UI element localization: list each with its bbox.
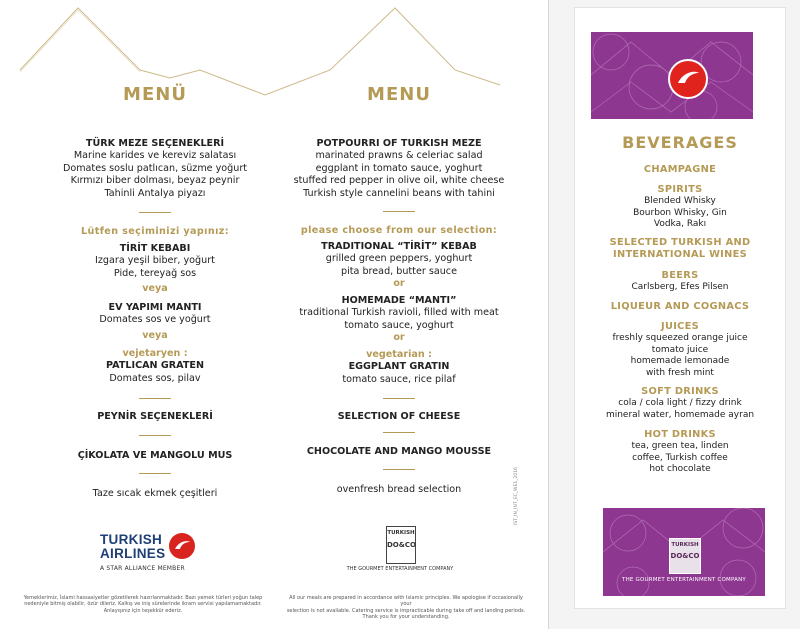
dish-title: PATLICAN GRATEN — [106, 360, 204, 372]
bev-item: cola / cola light / fizzy drink — [618, 398, 742, 409]
bread-title: ovenfresh bread selection — [336, 484, 462, 495]
main-course-1 — [40, 243, 270, 296]
divider — [139, 473, 171, 474]
dish-desc: grilled green peppers, yoghurt — [325, 253, 473, 265]
select-prompt — [280, 225, 518, 236]
section-heading: CHAMPAGNE — [643, 164, 717, 175]
company-tagline: THE GOURMET ENTERTAINMENT COMPANY — [622, 577, 746, 583]
spirits-section — [575, 184, 785, 231]
doco-logo-top: TURKISH — [671, 542, 699, 548]
dessert-title: CHOCOLATE AND MANGO MOUSSE — [306, 446, 492, 457]
section-heading: INTERNATIONAL WINES — [613, 249, 747, 261]
menu-code: IST_IN_INT_EC_WE1_2016 — [514, 467, 519, 525]
cheese-title: SELECTION OF CHEESE — [337, 411, 461, 422]
divider — [383, 469, 415, 470]
veg-label: vejetaryen : — [122, 348, 188, 359]
or-label: veya — [142, 329, 168, 341]
dish-desc: pita bread, butter sauce — [341, 265, 457, 277]
meze-item: Tahinli Antalya piyazı — [104, 187, 206, 199]
main-course-2 — [280, 295, 518, 345]
bev-item: Carlsberg, Efes Pilsen — [631, 282, 729, 293]
juices-section — [575, 321, 785, 379]
main-course-2 — [40, 302, 270, 342]
bev-item: freshly squeezed orange juice — [612, 333, 748, 344]
veg-label: vegetarian : — [366, 349, 432, 360]
bev-item: mineral water, homemade ayran — [605, 409, 755, 420]
footer-line: All our meals are prepared in accordance with Islamic principles. We apologise if occasionally your — [289, 595, 523, 608]
divider — [383, 432, 415, 433]
dish-desc: Domates sos ve yoğurt — [99, 314, 211, 326]
doco-logo-top: TURKISH — [387, 530, 415, 536]
section-heading: HOT DRINKS — [644, 429, 716, 440]
bev-item: homemade lemonade — [630, 356, 730, 367]
dish-desc: Domates sos, pilav — [109, 372, 201, 384]
turkish-footer — [8, 595, 278, 614]
select-prompt-text: please choose from our selection: — [300, 225, 498, 236]
meze-heading: TÜRK MEZE SEÇENEKLERİ — [85, 138, 225, 149]
soft-drinks-section — [575, 386, 785, 421]
main-course-1 — [280, 241, 518, 291]
meze-item: Domates soslu patlıcan, süzme yoğurt — [62, 162, 248, 174]
section-heading: SELECTED TURKISH AND — [609, 237, 751, 248]
english-footer — [286, 595, 526, 621]
main-course-3 — [40, 348, 270, 385]
footer-line: Yemeklerimiz, İslami hassasiyetler gözetilerek hazırlanmaktadır. Bazı yemek türleri yoğun talep — [23, 595, 263, 601]
alliance-text: A STAR ALLIANCE MEMBER — [100, 565, 185, 572]
doco-logo-main: DO&CO — [670, 552, 700, 560]
meze-item: stuffed red pepper in olive oil, white cheese — [293, 175, 505, 187]
divider — [139, 212, 171, 213]
dish-title: EGGPLANT GRATIN — [348, 361, 450, 373]
airline-bird-icon — [668, 59, 708, 99]
footer-line: selection is not available. Catering service is impracticable during take off and landing periods. — [286, 607, 526, 614]
meze-item: Marine karides ve kereviz salatası — [73, 150, 237, 162]
page-title: MENÜ — [123, 84, 187, 105]
cheese-title: PEYNİR SEÇENEKLERİ — [97, 411, 213, 422]
bev-item: hot chocolate — [649, 464, 711, 475]
meze-item: eggplant in tomato sauce, yoghurt — [315, 162, 483, 174]
dish-title: TRADITIONAL “TİRİT” KEBAB — [321, 241, 477, 252]
dessert-course — [280, 446, 518, 458]
select-prompt-text: Lütfen seçiminizi yapınız: — [80, 226, 229, 237]
section-heading: BEERS — [661, 270, 699, 281]
or-label: or — [393, 332, 405, 344]
dish-desc: tomato sauce, rice pilaf — [342, 373, 456, 385]
section-heading: JUICES — [661, 321, 699, 332]
airline-bird-icon — [169, 533, 195, 559]
meze-heading: POTPOURRI OF TURKISH MEZE — [316, 138, 482, 149]
footer-line: Anlayışınız için teşekkür ederiz. — [103, 607, 183, 614]
liqueur-section — [575, 301, 785, 313]
dish-desc: Izgara yeşil biber, yoğurt — [95, 255, 215, 267]
bev-item: Blended Whisky — [644, 196, 716, 207]
footer-line: Thank you for your understanding. — [362, 614, 450, 621]
beverages-title: BEVERAGES — [622, 133, 738, 152]
meze-item: Kırmızı biber dolması, beyaz peynir — [70, 175, 240, 187]
bev-item: Bourbon Whisky, Gin — [633, 207, 727, 218]
dessert-title: ÇİKOLATA VE MANGOLU MUS — [77, 450, 233, 461]
doco-logo-main: DO&CO — [387, 541, 416, 549]
bottom-purple-banner — [603, 508, 765, 596]
meze-item: marinated prawns & celeriac salad — [315, 150, 483, 162]
bread-course — [40, 488, 270, 500]
meze-section — [280, 138, 518, 200]
meze-section — [40, 138, 270, 200]
meze-item: Turkish style cannelini beans with tahini — [303, 187, 495, 199]
doco-logo — [669, 538, 701, 574]
cheese-course — [40, 411, 270, 423]
select-prompt — [40, 226, 270, 237]
dessert-course — [40, 450, 270, 462]
bev-item: with fresh mint — [646, 367, 714, 378]
dish-title: EV YAPIMI MANTI — [108, 302, 202, 313]
divider — [383, 211, 415, 212]
wines-section — [575, 237, 785, 262]
brand-line: AIRLINES — [100, 546, 166, 561]
footer-line: nedeniyle bitmiş olabilir, özür dileriz. Kalkış ve iniş sürelerinde ikram servisi yapılamamaktadır. — [24, 601, 262, 608]
dish-desc: traditional Turkish ravioli, filled with meat — [299, 307, 499, 319]
doco-logo — [386, 526, 416, 564]
top-purple-banner — [591, 32, 753, 119]
hot-drinks-section — [575, 429, 785, 476]
bread-title: Taze sıcak ekmek çeşitleri — [92, 488, 218, 499]
dish-desc: tomato sauce, yoghurt — [344, 319, 454, 331]
company-tagline: THE GOURMET ENTERTAINMENT COMPANY — [346, 566, 454, 572]
beverage-card — [575, 8, 785, 608]
section-heading: SPIRITS — [657, 184, 703, 195]
page-title: MENU — [367, 84, 431, 105]
or-label: veya — [142, 283, 168, 295]
brand-line: TURKISH — [100, 532, 163, 547]
bread-course — [280, 484, 518, 496]
section-heading: LIQUEUR AND COGNACS — [610, 301, 750, 312]
divider — [383, 398, 415, 399]
turkish-airlines-logo — [100, 533, 165, 561]
bev-item: tea, green tea, linden — [631, 441, 729, 452]
bev-item: coffee, Turkish coffee — [632, 452, 728, 463]
dish-title: TİRİT KEBABI — [119, 243, 191, 254]
dish-title: HOMEMADE “MANTI” — [341, 295, 457, 306]
main-course-3 — [280, 349, 518, 386]
cheese-course — [280, 411, 518, 423]
champagne-section — [575, 164, 785, 176]
divider — [139, 435, 171, 436]
dish-desc: Pide, tereyağ sos — [113, 267, 197, 279]
divider — [139, 398, 171, 399]
beers-section — [575, 270, 785, 294]
bev-item: tomato juice — [651, 344, 709, 355]
bev-item: Vodka, Rakı — [653, 219, 707, 230]
or-label: or — [393, 278, 405, 290]
section-heading: SOFT DRINKS — [641, 386, 719, 397]
